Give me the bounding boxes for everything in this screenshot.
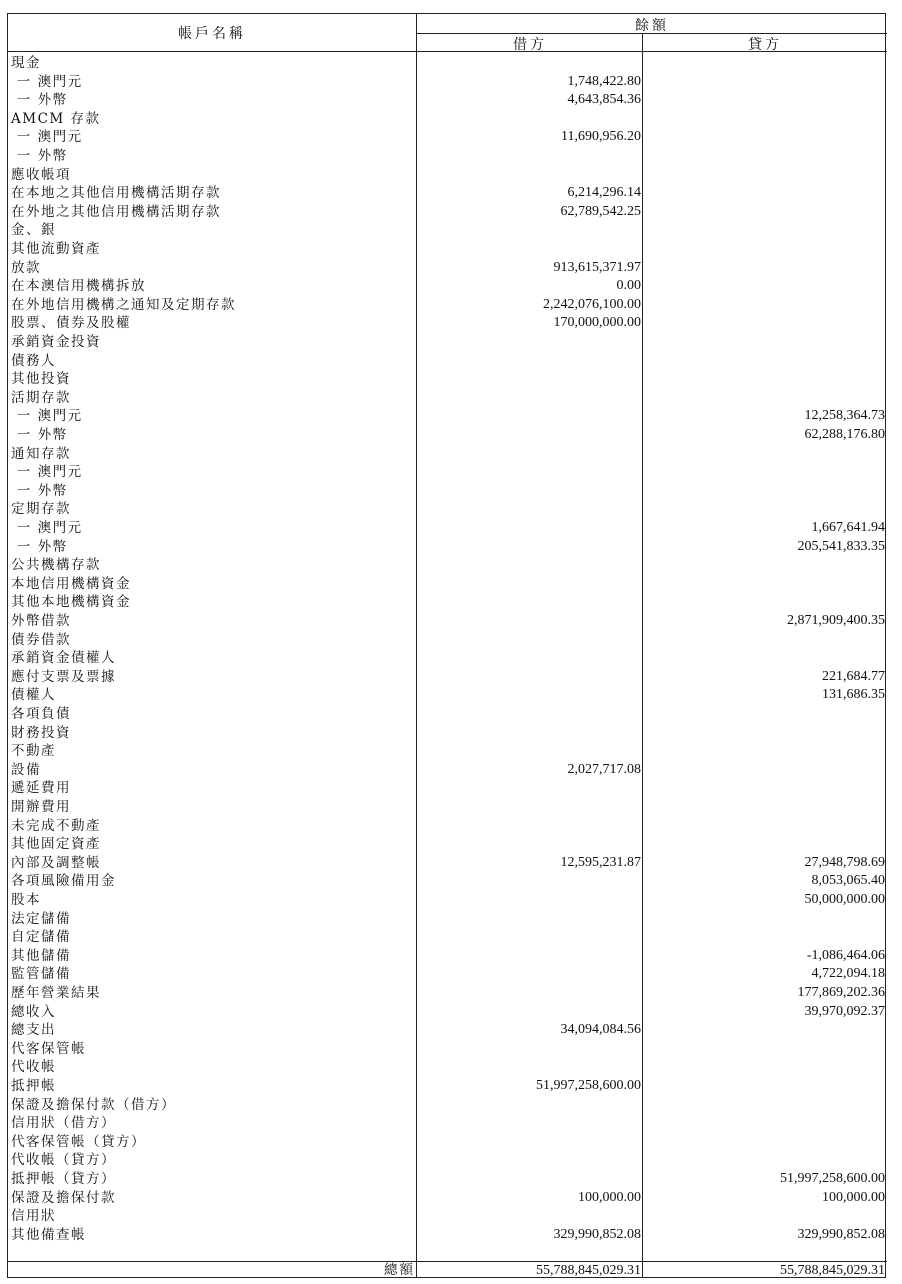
table-row: [8, 649, 887, 668]
account-name: 活期存款: [11, 389, 71, 406]
account-name: 代收帳（貸方）: [11, 1152, 116, 1169]
header-credit: 貸方: [748, 37, 782, 53]
table-row: [8, 1003, 887, 1022]
table-row: [8, 91, 887, 110]
credit-value: 100,000.00: [822, 1189, 885, 1205]
account-name: 開辦費用: [11, 799, 71, 815]
credit-value: 131,686.35: [822, 687, 885, 703]
table-row: [8, 556, 887, 575]
account-name: 代客保管帳（貸方）: [11, 1133, 146, 1150]
account-name: 其他固定資產: [11, 836, 101, 853]
account-name: 自定儲備: [11, 929, 71, 946]
account-name: 歷年營業結果: [11, 985, 101, 1001]
table-row: [8, 631, 887, 650]
account-name: 內部及調整帳: [11, 854, 101, 871]
debit-value: 12,595,231.87: [560, 854, 641, 870]
table-row: [8, 761, 887, 780]
table-row: [8, 947, 887, 966]
table-row: [8, 463, 887, 482]
account-name: AMCM 存款: [11, 110, 101, 127]
table-row: [8, 1170, 887, 1189]
debit-value: 62,789,542.25: [560, 203, 641, 219]
table-row: [8, 166, 887, 185]
account-name: 在外地之其他信用機構活期存款: [11, 203, 221, 220]
account-name: 股本: [11, 892, 41, 908]
table-row: [8, 872, 887, 891]
account-name: 法定儲備: [11, 910, 71, 927]
account-name: 一 外幣: [11, 538, 68, 555]
debit-value: 34,094,084.56: [560, 1022, 641, 1038]
table-row: [8, 1151, 887, 1170]
account-name: 承銷資金投資: [11, 334, 101, 350]
account-name: 應付支票及票據: [11, 668, 116, 685]
table-row: [8, 1189, 887, 1208]
credit-value: 1,667,641.94: [811, 520, 885, 535]
table-row: [8, 854, 887, 873]
table-row: [8, 314, 887, 333]
account-name: 遞延費用: [11, 780, 71, 797]
account-name: 一 外幣: [11, 482, 68, 499]
table-row: [8, 1058, 887, 1077]
table-row: [8, 184, 887, 203]
table-row: [8, 296, 887, 315]
debit-value: 329,990,852.08: [553, 1226, 641, 1242]
total-credit: 55,788,845,029.31: [780, 1263, 885, 1278]
debit-value: 6,214,296.14: [567, 185, 641, 201]
credit-value: 62,288,176.80: [804, 427, 885, 442]
table-row: [8, 147, 887, 166]
table-row: [8, 407, 887, 426]
table-row: [8, 984, 887, 1003]
debit-value: 100,000.00: [578, 1189, 641, 1205]
table-row: [8, 1040, 887, 1059]
account-name: 保證及擔保付款（借方）: [11, 1096, 176, 1113]
account-name: 其他本地機構資金: [11, 594, 131, 611]
account-name: 各項負債: [11, 706, 71, 722]
account-name: 金、銀: [11, 222, 56, 239]
table-row: [8, 1114, 887, 1133]
credit-value: 2,871,909,400.35: [787, 613, 885, 628]
credit-value: 221,684.77: [822, 668, 885, 684]
account-name: 公共機構存款: [11, 557, 101, 574]
table-row: [8, 128, 887, 147]
credit-value: 27,948,798.69: [804, 854, 885, 870]
credit-value: 51,997,258,600.00: [780, 1171, 885, 1186]
table-row: [8, 333, 887, 352]
account-name: 一 澳門元: [11, 520, 83, 536]
table-row: [8, 73, 887, 92]
account-name: 一 澳門元: [11, 408, 83, 425]
credit-value: 39,970,092.37: [804, 1003, 885, 1019]
account-name: 一 外幣: [11, 92, 68, 109]
table-row: [8, 259, 887, 278]
table-row: [8, 835, 887, 854]
table-row: [8, 110, 887, 129]
account-name: 外幣借款: [11, 613, 71, 629]
debit-value: 1,748,422.80: [567, 73, 641, 89]
account-name: 一 澳門元: [11, 464, 83, 481]
account-name: 其他備查帳: [11, 1226, 86, 1243]
header-account-name: 帳戶名稱: [178, 26, 246, 42]
debit-value: 11,690,956.20: [561, 129, 641, 145]
total-label: 總額: [384, 1262, 415, 1278]
table-row: [8, 445, 887, 464]
table-row: [8, 426, 887, 445]
account-name: 未完成不動產: [11, 817, 101, 834]
table-row: [8, 203, 887, 222]
debit-value: 170,000,000.00: [553, 315, 641, 331]
header-debit: 借方: [513, 37, 547, 53]
table-row: [8, 54, 887, 73]
account-name: 債券借款: [11, 631, 71, 648]
account-name: 本地信用機構資金: [11, 575, 131, 592]
credit-value: 177,869,202.36: [797, 985, 885, 1000]
account-name: 總支出: [11, 1022, 56, 1039]
table-row: [8, 519, 887, 538]
account-name: 一 外幣: [11, 148, 68, 164]
account-name: 承銷資金債權人: [11, 650, 116, 667]
table-row: [8, 277, 887, 296]
credit-value: 4,722,094.18: [811, 966, 885, 982]
table-row: [8, 705, 887, 724]
trial-balance-table: [7, 13, 886, 1278]
table-row: [8, 1133, 887, 1152]
table-row: [8, 221, 887, 240]
table-row: [8, 798, 887, 817]
debit-value: 4,643,854.36: [567, 92, 641, 108]
table-row: [8, 742, 887, 761]
account-name: 代收帳: [11, 1059, 56, 1076]
account-name: 不動產: [11, 743, 56, 760]
debit-value: 2,027,717.08: [567, 761, 641, 777]
account-name: 其他流動資產: [11, 241, 101, 257]
account-name: 財務投資: [11, 724, 71, 741]
account-name: 抵押帳（貸方）: [11, 1171, 116, 1187]
total-row: [8, 1262, 887, 1279]
table-row: [8, 593, 887, 612]
table-row: [8, 1207, 887, 1226]
account-name: 一 澳門元: [11, 73, 83, 90]
header-divider-balance: [416, 33, 887, 34]
account-name: 抵押帳: [11, 1078, 56, 1094]
table-row: [8, 1096, 887, 1115]
account-name: 其他儲備: [11, 947, 71, 964]
account-name: 放款: [11, 259, 41, 276]
table-row: [8, 779, 887, 798]
table-row: [8, 389, 887, 408]
debit-value: 51,997,258,600.00: [536, 1078, 641, 1093]
account-name: 通知存款: [11, 445, 71, 462]
table-row: [8, 817, 887, 836]
account-name: 各項風險備用金: [11, 873, 116, 890]
account-name: 在外地信用機構之通知及定期存款: [11, 296, 236, 313]
debit-value: 0.00: [616, 278, 641, 294]
account-name: 股票、債券及股權: [11, 315, 131, 332]
credit-value: 205,541,833.35: [797, 538, 885, 554]
table-row: [8, 482, 887, 501]
table-row: [8, 500, 887, 519]
account-name: 在本地之其他信用機構活期存款: [11, 185, 221, 202]
header-bottom-border: [8, 51, 887, 52]
table-row: [8, 910, 887, 929]
account-name: 總收入: [11, 1003, 56, 1020]
account-name: 設備: [11, 761, 41, 778]
table-row: [8, 1226, 887, 1245]
table-row: [8, 1021, 887, 1040]
credit-value: 12,258,364.73: [804, 408, 885, 424]
table-row: [8, 668, 887, 687]
debit-value: 913,615,371.97: [553, 259, 641, 275]
account-name: 一 外幣: [11, 427, 68, 443]
table-row: [8, 352, 887, 371]
account-name: 一 澳門元: [11, 129, 83, 146]
account-name: 代客保管帳: [11, 1040, 86, 1057]
account-name: 保證及擔保付款: [11, 1189, 116, 1206]
table-row: [8, 724, 887, 743]
credit-value: 8,053,065.40: [811, 873, 885, 889]
table-row: [8, 538, 887, 557]
account-name: 在本澳信用機構拆放: [11, 278, 146, 295]
account-name: 信用狀: [11, 1208, 56, 1225]
table-row: [8, 965, 887, 984]
account-name: 債務人: [11, 352, 56, 369]
credit-value: 50,000,000.00: [804, 892, 885, 907]
account-name: 其他投資: [11, 371, 71, 388]
table-row: [8, 575, 887, 594]
credit-value: 329,990,852.08: [797, 1226, 885, 1242]
table-row: [8, 928, 887, 947]
account-name: 信用狀（借方）: [11, 1115, 116, 1132]
account-name: 定期存款: [11, 501, 71, 518]
credit-value: -1,086,464.06: [806, 947, 885, 963]
table-row: [8, 370, 887, 389]
account-name: 監管儲備: [11, 966, 71, 983]
account-name: 現金: [11, 55, 41, 71]
table-row: [8, 1077, 887, 1096]
table-row: [8, 240, 887, 259]
account-name: 應收帳項: [11, 166, 71, 183]
table-row: [8, 612, 887, 631]
account-name: 債權人: [11, 687, 56, 704]
header-balance: 餘額: [635, 18, 669, 34]
table-row: [8, 891, 887, 910]
total-debit: 55,788,845,029.31: [536, 1263, 641, 1278]
debit-value: 2,242,076,100.00: [543, 296, 641, 312]
table-row: [8, 686, 887, 705]
